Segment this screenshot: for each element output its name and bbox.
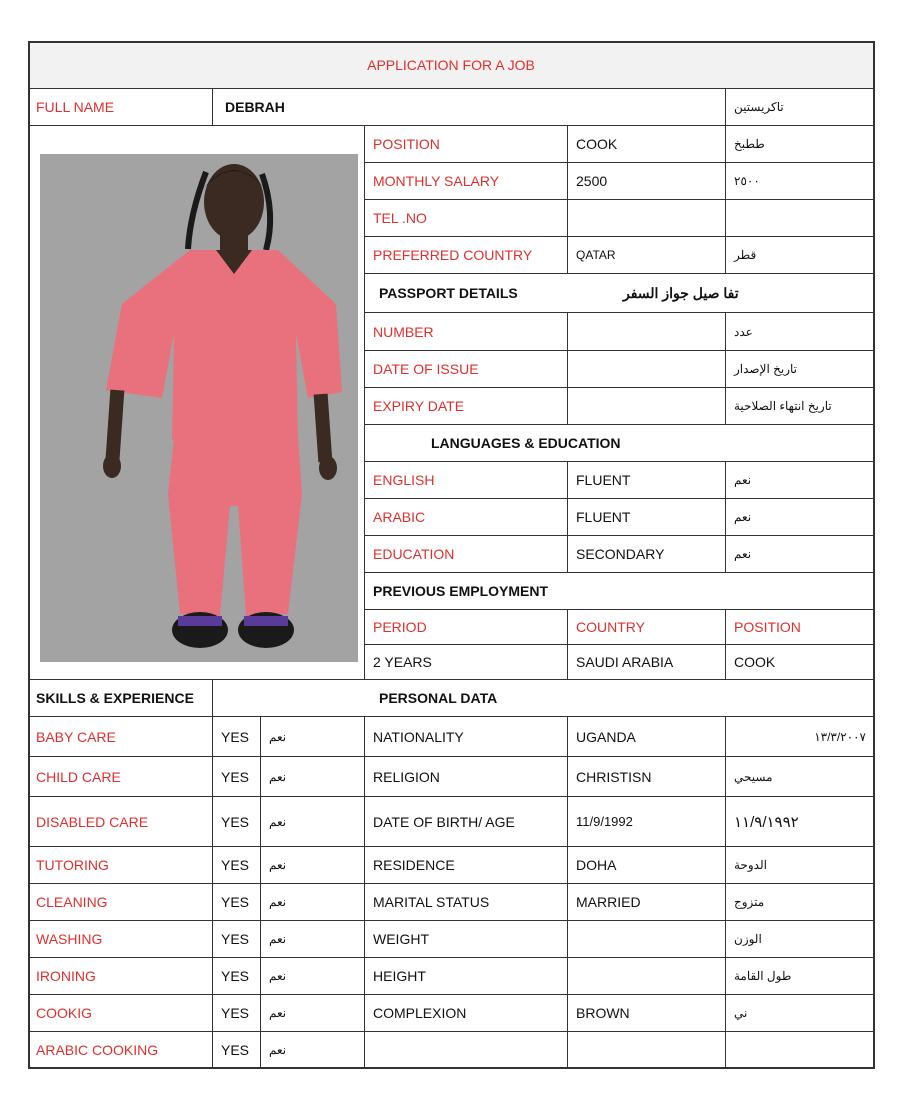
country-value: QATAR — [568, 237, 726, 274]
arabic-label: ARABIC — [365, 499, 568, 536]
form-title: APPLICATION FOR A JOB — [28, 41, 875, 89]
personal-label: MARITAL STATUS — [365, 884, 568, 921]
employment-heading: PREVIOUS EMPLOYMENT — [365, 573, 875, 610]
passport-number-value — [568, 313, 726, 351]
skill-yes: YES — [213, 921, 261, 958]
tel-label: TEL .NO — [365, 200, 568, 237]
personal-arabic: ١٣/٣/٢٠٠٧ — [726, 717, 875, 757]
skill-label: IRONING — [28, 958, 213, 995]
employment-period-value: 2 YEARS — [365, 645, 568, 680]
personal-label: RESIDENCE — [365, 847, 568, 884]
expiry-date-value — [568, 388, 726, 425]
personal-label — [365, 1032, 568, 1069]
personal-arabic: طول القامة — [726, 958, 875, 995]
skill-yes-arabic: نعم — [261, 884, 365, 921]
english-value: FLUENT — [568, 462, 726, 499]
languages-heading: LANGUAGES & EDUCATION — [365, 425, 875, 462]
skill-yes: YES — [213, 847, 261, 884]
country-arabic: قطر — [726, 237, 875, 274]
expiry-date-label: EXPIRY DATE — [365, 388, 568, 425]
employment-country-value: SAUDI ARABIA — [568, 645, 726, 680]
passport-number-arabic: عدد — [726, 313, 875, 351]
salary-label: MONTHLY SALARY — [365, 163, 568, 200]
skill-yes: YES — [213, 757, 261, 797]
skill-yes-arabic: نعم — [261, 847, 365, 884]
education-value: SECONDARY — [568, 536, 726, 573]
education-arabic: نعم — [726, 536, 875, 573]
passport-heading: PASSPORT DETAILS — [365, 274, 615, 313]
arabic-arabic: نعم — [726, 499, 875, 536]
personal-label: DATE OF BIRTH/ AGE — [365, 797, 568, 847]
skill-label: WASHING — [28, 921, 213, 958]
personal-label: RELIGION — [365, 757, 568, 797]
education-label: EDUCATION — [365, 536, 568, 573]
personal-label: HEIGHT — [365, 958, 568, 995]
skill-yes-arabic: نعم — [261, 921, 365, 958]
position-value: COOK — [568, 126, 726, 163]
passport-heading-arabic: تفا صيل جواز السفر — [615, 274, 875, 313]
personal-value: 11/9/1992 — [568, 797, 726, 847]
employment-period-header: PERIOD — [365, 610, 568, 645]
skill-yes-arabic: نعم — [261, 797, 365, 847]
skill-yes-arabic: نعم — [261, 757, 365, 797]
issue-date-arabic: تاريخ الإصدار — [726, 351, 875, 388]
personal-value — [568, 958, 726, 995]
employment-position-header: POSITION — [726, 610, 875, 645]
tel-arabic — [726, 200, 875, 237]
skill-yes: YES — [213, 995, 261, 1032]
personal-value: DOHA — [568, 847, 726, 884]
skill-label: DISABLED CARE — [28, 797, 213, 847]
salary-value: 2500 — [568, 163, 726, 200]
personal-value: CHRISTISN — [568, 757, 726, 797]
employment-country-header: COUNTRY — [568, 610, 726, 645]
issue-date-label: DATE OF ISSUE — [365, 351, 568, 388]
skills-heading: SKILLS & EXPERIENCE — [28, 680, 213, 717]
arabic-value: FLUENT — [568, 499, 726, 536]
personal-label: NATIONALITY — [365, 717, 568, 757]
skill-label: TUTORING — [28, 847, 213, 884]
personal-arabic: الوزن — [726, 921, 875, 958]
employment-position-value: COOK — [726, 645, 875, 680]
personal-arabic: ني — [726, 995, 875, 1032]
english-label: ENGLISH — [365, 462, 568, 499]
personal-value: MARRIED — [568, 884, 726, 921]
personal-value: BROWN — [568, 995, 726, 1032]
personal-arabic: ١١/٩/١٩٩٢ — [726, 797, 875, 847]
skill-yes: YES — [213, 884, 261, 921]
position-arabic: ططبخ — [726, 126, 875, 163]
personal-arabic: مسيحي — [726, 757, 875, 797]
skill-yes: YES — [213, 797, 261, 847]
personal-value: UGANDA — [568, 717, 726, 757]
skill-label: ARABIC COOKING — [28, 1032, 213, 1069]
skill-label: BABY CARE — [28, 717, 213, 757]
skill-yes-arabic: نعم — [261, 958, 365, 995]
passport-number-label: NUMBER — [365, 313, 568, 351]
skill-yes: YES — [213, 1032, 261, 1069]
salary-arabic: ٢٥٠٠ — [726, 163, 875, 200]
skill-yes-arabic: نعم — [261, 717, 365, 757]
position-label: POSITION — [365, 126, 568, 163]
full-name-arabic: تاكريستين — [726, 89, 875, 126]
skill-yes: YES — [213, 717, 261, 757]
skill-yes-arabic: نعم — [261, 995, 365, 1032]
applicant-photo — [40, 154, 358, 662]
skill-yes-arabic: نعم — [261, 1032, 365, 1069]
expiry-date-arabic: تاريخ انتهاء الصلاحية — [726, 388, 875, 425]
skill-yes: YES — [213, 958, 261, 995]
english-arabic: نعم — [726, 462, 875, 499]
personal-label: WEIGHT — [365, 921, 568, 958]
personal-arabic — [726, 1032, 875, 1069]
personal-label: COMPLEXION — [365, 995, 568, 1032]
full-name-label: FULL NAME — [28, 89, 213, 126]
country-label: PREFERRED COUNTRY — [365, 237, 568, 274]
skill-label: COOKIG — [28, 995, 213, 1032]
personal-heading: PERSONAL DATA — [213, 680, 875, 717]
skill-label: CHILD CARE — [28, 757, 213, 797]
tel-value — [568, 200, 726, 237]
issue-date-value — [568, 351, 726, 388]
personal-value — [568, 1032, 726, 1069]
personal-arabic: الدوحة — [726, 847, 875, 884]
application-form — [28, 41, 875, 1069]
skill-label: CLEANING — [28, 884, 213, 921]
full-name-value: DEBRAH — [213, 89, 726, 126]
personal-arabic: متزوج — [726, 884, 875, 921]
personal-value — [568, 921, 726, 958]
